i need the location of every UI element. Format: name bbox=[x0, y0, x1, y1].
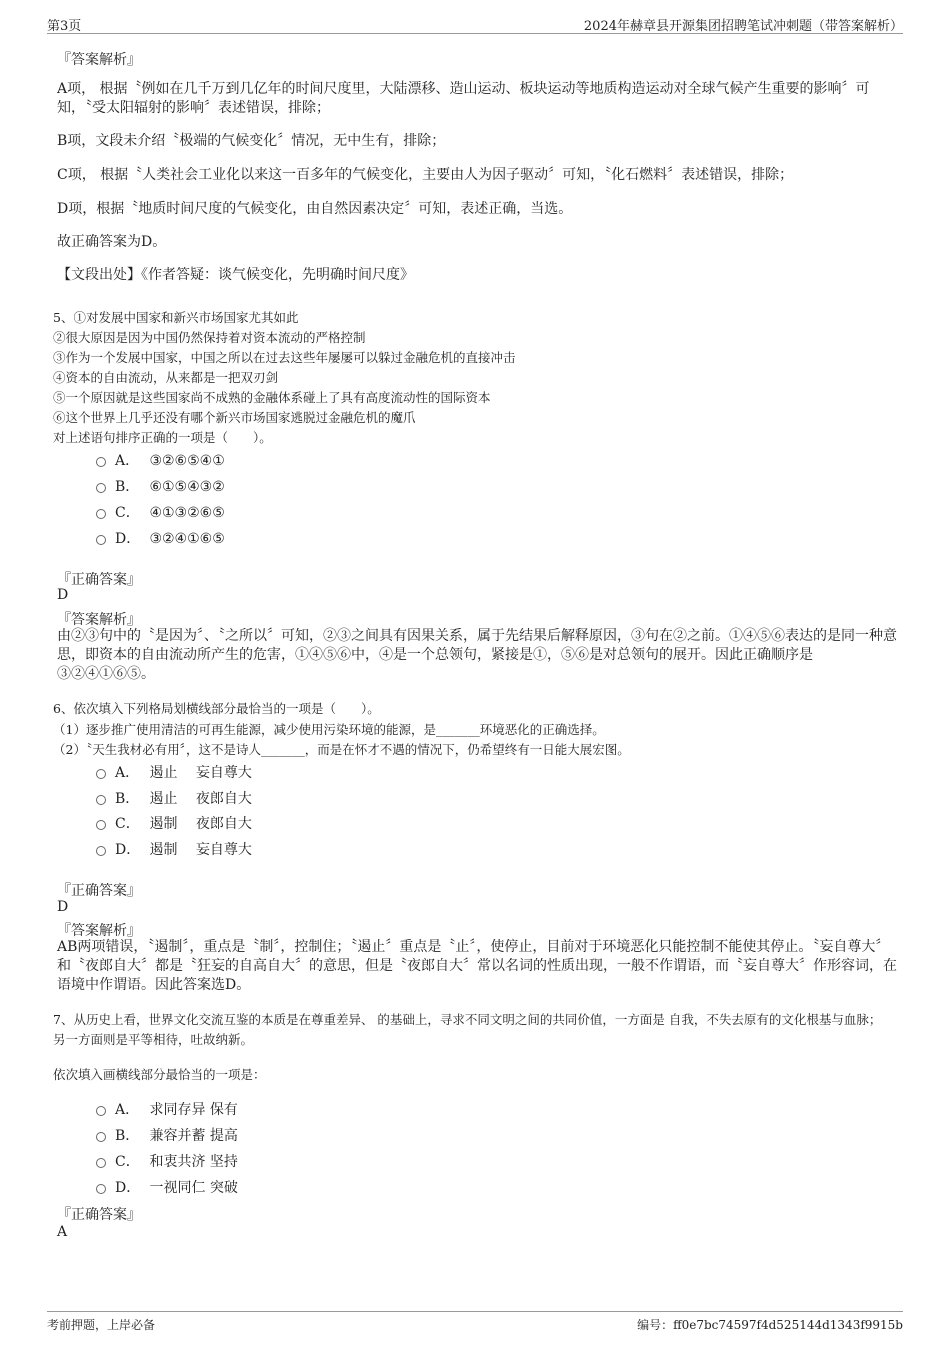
q5-option-c[interactable]: C． ④①③②⑥⑤ bbox=[96, 502, 225, 522]
q6-option-c[interactable]: C． 遏制 夜郎自大 bbox=[96, 813, 252, 833]
q4-source: 【文段出处】《作者答疑：谈气候变化，先明确时间尺度》 bbox=[57, 267, 414, 283]
q6-answer-label: 『正确答案』 bbox=[57, 883, 141, 899]
q4-analysis-b: B项，文段未介绍〝极端的气候变化〞情况，无中生有，排除； bbox=[57, 133, 446, 149]
q6-option-b[interactable]: B． 遏止 夜郎自大 bbox=[96, 788, 252, 808]
q7-answer-label: 『正确答案』 bbox=[57, 1207, 141, 1223]
q6-option-d[interactable]: D． 遏制 妄自尊大 bbox=[96, 839, 252, 859]
document-id: 编号：ff0e7bc74597f4d525144d1343f9915b bbox=[637, 1318, 903, 1332]
q6-sentence-1: （1）逐步推广使用清洁的可再生能源，减少使用污染环境的能源，是_______环境恶化的正确选择。 bbox=[53, 722, 605, 737]
q5-line-5: ⑤一个原因就是这些国家尚不成熟的金融体系碰上了具有高度流动性的国际资本 bbox=[53, 390, 491, 405]
q5-line-2: ②很大原因是因为中国仍然保持着对资本流动的严格控制 bbox=[53, 330, 366, 345]
radio-icon[interactable] bbox=[96, 795, 106, 805]
q7-option-c[interactable]: C． 和衷共济 坚持 bbox=[96, 1151, 238, 1171]
radio-icon[interactable] bbox=[96, 509, 106, 519]
q5-prompt: 对上述语句排序正确的一项是（ ）。 bbox=[53, 430, 272, 445]
q7-option-d[interactable]: D． 一视同仁 突破 bbox=[96, 1177, 238, 1197]
footer-slogan: 考前押题，上岸必备 bbox=[47, 1318, 156, 1332]
page-header bbox=[47, 13, 903, 34]
q7-prompt: 依次填入画横线部分最恰当的一项是： bbox=[53, 1067, 266, 1082]
q6-option-a[interactable]: A． 遏止 妄自尊大 bbox=[96, 762, 252, 782]
q5-option-b[interactable]: B． ⑥①⑤④③② bbox=[96, 476, 225, 496]
radio-icon[interactable] bbox=[96, 820, 106, 830]
q6-analysis: AB两项错误，〝遏制〞，重点是〝制〞，控制住；〝遏止〞重点是〝止〞，使停止，目前对于环境恶化只能控制不能使其停止。〝妄自尊大〞和〝夜郎自大〞都是〝狂妄的自高自大〞的意思，但是〝夜郎自大〞常以名词的性质出现，一般不作谓语，而〝妄自尊大〞作形容词，在语境中作谓语。因此答案选D。 bbox=[57, 939, 897, 993]
radio-icon[interactable] bbox=[96, 769, 106, 779]
page-footer bbox=[47, 1311, 903, 1334]
q5-option-a[interactable]: A． ③②⑥⑤④① bbox=[96, 450, 225, 470]
radio-icon[interactable] bbox=[96, 1106, 106, 1116]
radio-icon[interactable] bbox=[96, 1158, 106, 1168]
q5-answer: D bbox=[57, 587, 69, 603]
radio-icon[interactable] bbox=[96, 457, 106, 467]
q4-conclusion: 故正确答案为D。 bbox=[57, 234, 167, 250]
radio-icon[interactable] bbox=[96, 535, 106, 545]
q6-sentence-2: （2）〝天生我材必有用〞，这不是诗人_______，而是在怀才不遇的情况下，仍希望终有一日能大展宏图。 bbox=[53, 742, 630, 757]
q4-analysis-d: D项，根据〝地质时间尺度的气候变化，由自然因素决定〞可知，表述正确，当选。 bbox=[57, 201, 573, 217]
radio-icon[interactable] bbox=[96, 1184, 106, 1194]
q4-analysis-c: C项， 根据〝人类社会工业化以来这一百多年的气候变化，主要由人为因子驱动〞可知，〝化石燃料〞表述错误，排除； bbox=[57, 167, 794, 183]
radio-icon[interactable] bbox=[96, 846, 106, 856]
q7-stem: 7、从历史上看，世界文化交流互鉴的本质是在尊重差异、 的基础上，寻求不同文明之间的共同价值，一方面是 自我，不失去原有的文化根基与血脉；另一方面则是平等相待，吐故纳新。 bbox=[53, 1012, 882, 1047]
q5-line-3: ③作为一个发展中国家，中国之所以在过去这些年屡屡可以躲过金融危机的直接冲击 bbox=[53, 350, 516, 365]
q5-line-4: ④资本的自由流动，从来都是一把双刃剑 bbox=[53, 370, 279, 385]
radio-icon[interactable] bbox=[96, 483, 106, 493]
q7-option-b[interactable]: B． 兼容并蓄 提高 bbox=[96, 1125, 238, 1145]
q7-answer: A bbox=[57, 1224, 68, 1240]
q4-analysis-a: A项， 根据〝例如在几千万到几亿年的时间尺度里，大陆漂移、造山运动、板块运动等地质构造运动对全球气候产生重要的影响〞可知，〝受太阳辐射的影响〞表述错误，排除； bbox=[57, 81, 870, 116]
q4-analysis-label: 『答案解析』 bbox=[57, 52, 141, 68]
q5-line-6: ⑥这个世界上几乎还没有哪个新兴市场国家逃脱过金融危机的魔爪 bbox=[53, 410, 416, 425]
q5-option-d[interactable]: D． ③②④①⑥⑤ bbox=[96, 528, 225, 548]
radio-icon[interactable] bbox=[96, 1132, 106, 1142]
q6-answer: D bbox=[57, 899, 69, 915]
q5-analysis-label: 『答案解析』 bbox=[57, 612, 141, 628]
q7-option-a[interactable]: A． 求同存异 保有 bbox=[96, 1099, 238, 1119]
q5-answer-label: 『正确答案』 bbox=[57, 572, 141, 588]
q6-analysis-label: 『答案解析』 bbox=[57, 923, 141, 939]
q5-line-1: 5、①对发展中国家和新兴市场国家尤其如此 bbox=[53, 310, 299, 325]
q5-analysis: 由②③句中的〝是因为〞、〝之所以〞可知，②③之间具有因果关系，属于先结果后解释原因，③句在②之前。①④⑤⑥表达的是同一种意思，即资本的自由流动所产生的危害，①④⑤⑥中，④是一个总领句，紧接是①，⑤⑥是对总领句的展开。因此正确顺序是③②④①⑥⑤。 bbox=[57, 628, 897, 682]
q6-stem: 6、依次填入下列格局划横线部分最恰当的一项是（ ）。 bbox=[53, 701, 380, 716]
page-number: 第3页 bbox=[47, 19, 82, 34]
document-title: 2024年赫章县开源集团招聘笔试冲刺题（带答案解析） bbox=[583, 19, 903, 34]
